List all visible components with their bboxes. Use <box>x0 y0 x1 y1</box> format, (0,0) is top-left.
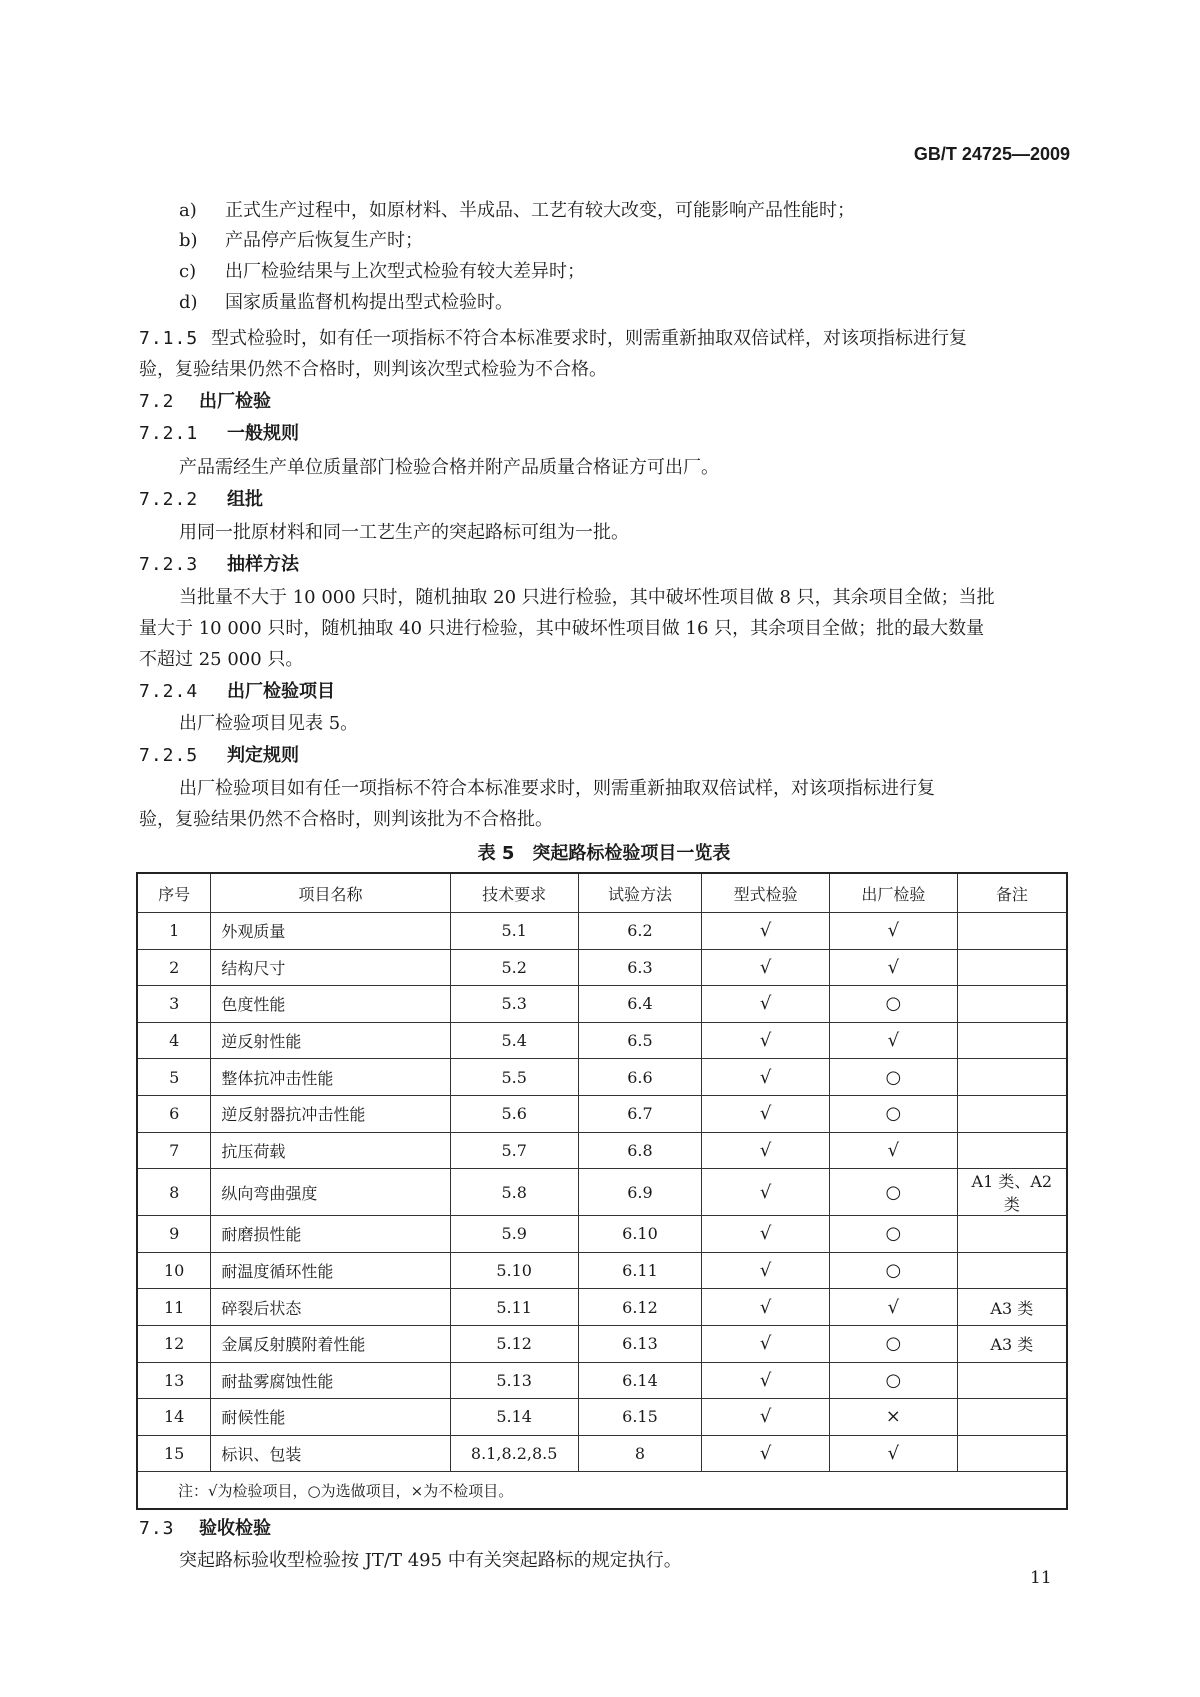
tech-requirement-cell: 5.11 <box>450 1289 578 1326</box>
item-name-cell: 色度性能 <box>211 986 450 1023</box>
factory-inspection-cell: √ <box>830 913 958 950</box>
section-heading <box>139 1516 271 1542</box>
section-number: 7.2 <box>139 391 175 412</box>
remark-cell <box>957 986 1067 1023</box>
tech-requirement-cell: 5.5 <box>450 1059 578 1096</box>
table-row <box>137 1059 1067 1096</box>
section-number: 7.2.4 <box>139 681 199 702</box>
remark-cell <box>957 1095 1067 1132</box>
item-name-cell: 逆反射器抗冲击性能 <box>211 1095 450 1132</box>
table-row <box>137 1216 1067 1253</box>
table-row <box>137 1252 1067 1289</box>
test-method-cell: 6.2 <box>578 913 702 950</box>
column-header: 序号 <box>137 873 211 913</box>
table-row <box>137 1325 1067 1362</box>
item-name-cell: 标识、包装 <box>211 1435 450 1472</box>
tech-requirement-cell: 5.9 <box>450 1216 578 1253</box>
type-inspection-cell: √ <box>702 1216 830 1253</box>
type-inspection-cell: √ <box>702 1399 830 1436</box>
table-body <box>137 913 1067 1472</box>
factory-inspection-cell: √ <box>830 1289 958 1326</box>
item-name-cell: 碎裂后状态 <box>211 1289 450 1326</box>
section-title: 验收检验 <box>199 1518 271 1539</box>
page-number: 11 <box>1030 1568 1052 1588</box>
tech-requirement-cell: 8.1,8.2,8.5 <box>450 1435 578 1472</box>
test-method-cell: 6.12 <box>578 1289 702 1326</box>
list-item-text: 产品停产后恢复生产时； <box>225 230 423 251</box>
table-row <box>137 1435 1067 1472</box>
row-number-cell: 4 <box>137 1022 211 1059</box>
row-number-cell: 1 <box>137 913 211 950</box>
section-title: 出厂检验项目 <box>227 681 335 702</box>
paragraph-line: 量大于 10 000 只时，随机抽取 40 只进行检验，其中破坏性项目做 16 只，其余项目全做；批的最大数量 <box>139 618 985 639</box>
item-name-cell: 耐温度循环性能 <box>211 1252 450 1289</box>
table-row <box>137 1362 1067 1399</box>
row-number-cell: 5 <box>137 1059 211 1096</box>
type-inspection-cell: √ <box>702 1325 830 1362</box>
remark-cell <box>957 1252 1067 1289</box>
row-number-cell: 6 <box>137 1095 211 1132</box>
test-method-cell: 6.5 <box>578 1022 702 1059</box>
type-inspection-cell: √ <box>702 1022 830 1059</box>
type-inspection-cell: √ <box>702 1362 830 1399</box>
test-method-cell: 6.13 <box>578 1325 702 1362</box>
type-inspection-cell: √ <box>702 1059 830 1096</box>
tech-requirement-cell: 5.3 <box>450 986 578 1023</box>
item-name-cell: 结构尺寸 <box>211 949 450 986</box>
item-name-cell: 耐候性能 <box>211 1399 450 1436</box>
row-number-cell: 13 <box>137 1362 211 1399</box>
factory-inspection-cell: √ <box>830 949 958 986</box>
clause-number: 7.1.5 <box>139 328 199 349</box>
remark-cell <box>957 913 1067 950</box>
row-number-cell: 11 <box>137 1289 211 1326</box>
remark-cell <box>957 1435 1067 1472</box>
column-header: 技术要求 <box>450 873 578 913</box>
item-name-cell: 外观质量 <box>211 913 450 950</box>
section-heading <box>139 389 271 415</box>
section-number: 7.2.3 <box>139 554 199 575</box>
factory-inspection-cell: √ <box>830 1022 958 1059</box>
inspection-items-table <box>136 872 1068 1510</box>
table-caption: 表 5 突起路标检验项目一览表 <box>477 843 731 864</box>
section-number: 7.2.5 <box>139 745 199 766</box>
type-inspection-cell: √ <box>702 1435 830 1472</box>
list-item-label: a) <box>179 200 197 221</box>
section-heading <box>139 487 263 513</box>
test-method-cell: 6.9 <box>578 1169 702 1216</box>
list-item-text: 正式生产过程中，如原材料、半成品、工艺有较大改变，可能影响产品性能时； <box>225 200 855 221</box>
table-row <box>137 1095 1067 1132</box>
row-number-cell: 10 <box>137 1252 211 1289</box>
remark-cell <box>957 1399 1067 1436</box>
tech-requirement-cell: 5.2 <box>450 949 578 986</box>
type-inspection-cell: √ <box>702 986 830 1023</box>
remark-cell <box>957 949 1067 986</box>
paragraph: 产品需经生产单位质量部门检验合格并附产品质量合格证方可出厂。 <box>179 457 719 478</box>
table-header-row <box>137 873 1067 913</box>
remark-cell: A1 类、A2 类 <box>957 1169 1067 1216</box>
test-method-cell: 6.7 <box>578 1095 702 1132</box>
row-number-cell: 15 <box>137 1435 211 1472</box>
list-item-text: 出厂检验结果与上次型式检验有较大差异时； <box>225 261 585 282</box>
factory-inspection-cell: ○ <box>830 1252 958 1289</box>
type-inspection-cell: √ <box>702 913 830 950</box>
section-heading <box>139 421 299 447</box>
list-item <box>179 259 585 285</box>
tech-requirement-cell: 5.8 <box>450 1169 578 1216</box>
factory-inspection-cell: ○ <box>830 1325 958 1362</box>
list-item-label: b) <box>179 230 198 251</box>
list-item <box>179 290 513 316</box>
remark-cell <box>957 1132 1067 1169</box>
item-name-cell: 耐磨损性能 <box>211 1216 450 1253</box>
remark-cell <box>957 1059 1067 1096</box>
table-row <box>137 949 1067 986</box>
factory-inspection-cell: ○ <box>830 1216 958 1253</box>
column-header: 备注 <box>957 873 1067 913</box>
paragraph-line: 不超过 25 000 只。 <box>139 649 304 670</box>
type-inspection-cell: √ <box>702 1289 830 1326</box>
remark-cell <box>957 1216 1067 1253</box>
clause-7-1-5-line1 <box>139 326 967 352</box>
factory-inspection-cell: ○ <box>830 1059 958 1096</box>
row-number-cell: 7 <box>137 1132 211 1169</box>
paragraph-line: 当批量不大于 10 000 只时，随机抽取 20 只进行检验，其中破坏性项目做 8 只，其余项目全做；当批 <box>179 587 995 608</box>
paragraph: 突起路标验收型检验按 JT/T 495 中有关突起路标的规定执行。 <box>179 1550 682 1571</box>
table-note: 注：√为检验项目，○为选做项目，×为不检项目。 <box>137 1472 1067 1509</box>
table-row <box>137 1169 1067 1216</box>
table-note-row <box>137 1472 1067 1509</box>
section-number: 7.2.2 <box>139 489 199 510</box>
tech-requirement-cell: 5.14 <box>450 1399 578 1436</box>
table-row <box>137 986 1067 1023</box>
table-row <box>137 1289 1067 1326</box>
type-inspection-cell: √ <box>702 1095 830 1132</box>
list-item-label: c) <box>179 261 197 282</box>
remark-cell <box>957 1022 1067 1059</box>
remark-cell: A3 类 <box>957 1325 1067 1362</box>
factory-inspection-cell: √ <box>830 1132 958 1169</box>
tech-requirement-cell: 5.13 <box>450 1362 578 1399</box>
type-inspection-cell: √ <box>702 1132 830 1169</box>
item-name-cell: 金属反射膜附着性能 <box>211 1325 450 1362</box>
tech-requirement-cell: 5.12 <box>450 1325 578 1362</box>
list-item <box>179 198 855 224</box>
tech-requirement-cell: 5.6 <box>450 1095 578 1132</box>
factory-inspection-cell: ○ <box>830 1169 958 1216</box>
item-name-cell: 整体抗冲击性能 <box>211 1059 450 1096</box>
row-number-cell: 2 <box>137 949 211 986</box>
section-title: 判定规则 <box>227 745 299 766</box>
test-method-cell: 6.4 <box>578 986 702 1023</box>
factory-inspection-cell: ○ <box>830 1362 958 1399</box>
section-heading <box>139 679 335 705</box>
table-row <box>137 913 1067 950</box>
item-name-cell: 耐盐雾腐蚀性能 <box>211 1362 450 1399</box>
row-number-cell: 12 <box>137 1325 211 1362</box>
test-method-cell: 6.15 <box>578 1399 702 1436</box>
paragraph-line: 出厂检验项目如有任一项指标不符合本标准要求时，则需重新抽取双倍试样，对该项指标进行复 <box>179 778 935 799</box>
factory-inspection-cell: × <box>830 1399 958 1436</box>
row-number-cell: 8 <box>137 1169 211 1216</box>
section-number: 7.2.1 <box>139 423 199 444</box>
tech-requirement-cell: 5.10 <box>450 1252 578 1289</box>
table-row <box>137 1022 1067 1059</box>
section-title: 抽样方法 <box>227 554 299 575</box>
list-item-label: d) <box>179 292 198 313</box>
test-method-cell: 6.14 <box>578 1362 702 1399</box>
factory-inspection-cell: ○ <box>830 986 958 1023</box>
clause-text: 型式检验时，如有任一项指标不符合本标准要求时，则需重新抽取双倍试样，对该项指标进行复 <box>211 328 967 349</box>
item-name-cell: 逆反射性能 <box>211 1022 450 1059</box>
tech-requirement-cell: 5.7 <box>450 1132 578 1169</box>
type-inspection-cell: √ <box>702 949 830 986</box>
test-method-cell: 8 <box>578 1435 702 1472</box>
column-header: 出厂检验 <box>830 873 958 913</box>
test-method-cell: 6.8 <box>578 1132 702 1169</box>
tech-requirement-cell: 5.1 <box>450 913 578 950</box>
factory-inspection-cell: ○ <box>830 1095 958 1132</box>
section-number: 7.3 <box>139 1518 175 1539</box>
list-item-text: 国家质量监督机构提出型式检验时。 <box>225 292 513 313</box>
row-number-cell: 3 <box>137 986 211 1023</box>
paragraph: 出厂检验项目见表 5。 <box>179 713 359 734</box>
column-header: 型式检验 <box>702 873 830 913</box>
test-method-cell: 6.3 <box>578 949 702 986</box>
remark-cell: A3 类 <box>957 1289 1067 1326</box>
factory-inspection-cell: √ <box>830 1435 958 1472</box>
test-method-cell: 6.6 <box>578 1059 702 1096</box>
clause-7-1-5-line2: 验，复验结果仍然不合格时，则判该次型式检验为不合格。 <box>139 359 607 380</box>
item-name-cell: 纵向弯曲强度 <box>211 1169 450 1216</box>
column-header: 试验方法 <box>578 873 702 913</box>
table-row <box>137 1132 1067 1169</box>
section-title: 出厂检验 <box>199 391 271 412</box>
type-inspection-cell: √ <box>702 1252 830 1289</box>
standard-code: GB/T 24725—2009 <box>913 144 1070 164</box>
row-number-cell: 9 <box>137 1216 211 1253</box>
type-inspection-cell: √ <box>702 1169 830 1216</box>
paragraph-line: 验，复验结果仍然不合格时，则判该批为不合格批。 <box>139 809 553 830</box>
section-title: 一般规则 <box>227 423 299 444</box>
item-name-cell: 抗压荷载 <box>211 1132 450 1169</box>
section-heading <box>139 743 299 769</box>
table-row <box>137 1399 1067 1436</box>
section-title: 组批 <box>227 489 263 510</box>
tech-requirement-cell: 5.4 <box>450 1022 578 1059</box>
test-method-cell: 6.10 <box>578 1216 702 1253</box>
section-heading <box>139 552 299 578</box>
paragraph: 用同一批原材料和同一工艺生产的突起路标可组为一批。 <box>179 522 629 543</box>
remark-cell <box>957 1362 1067 1399</box>
column-header: 项目名称 <box>211 873 450 913</box>
row-number-cell: 14 <box>137 1399 211 1436</box>
test-method-cell: 6.11 <box>578 1252 702 1289</box>
list-item <box>179 228 423 254</box>
